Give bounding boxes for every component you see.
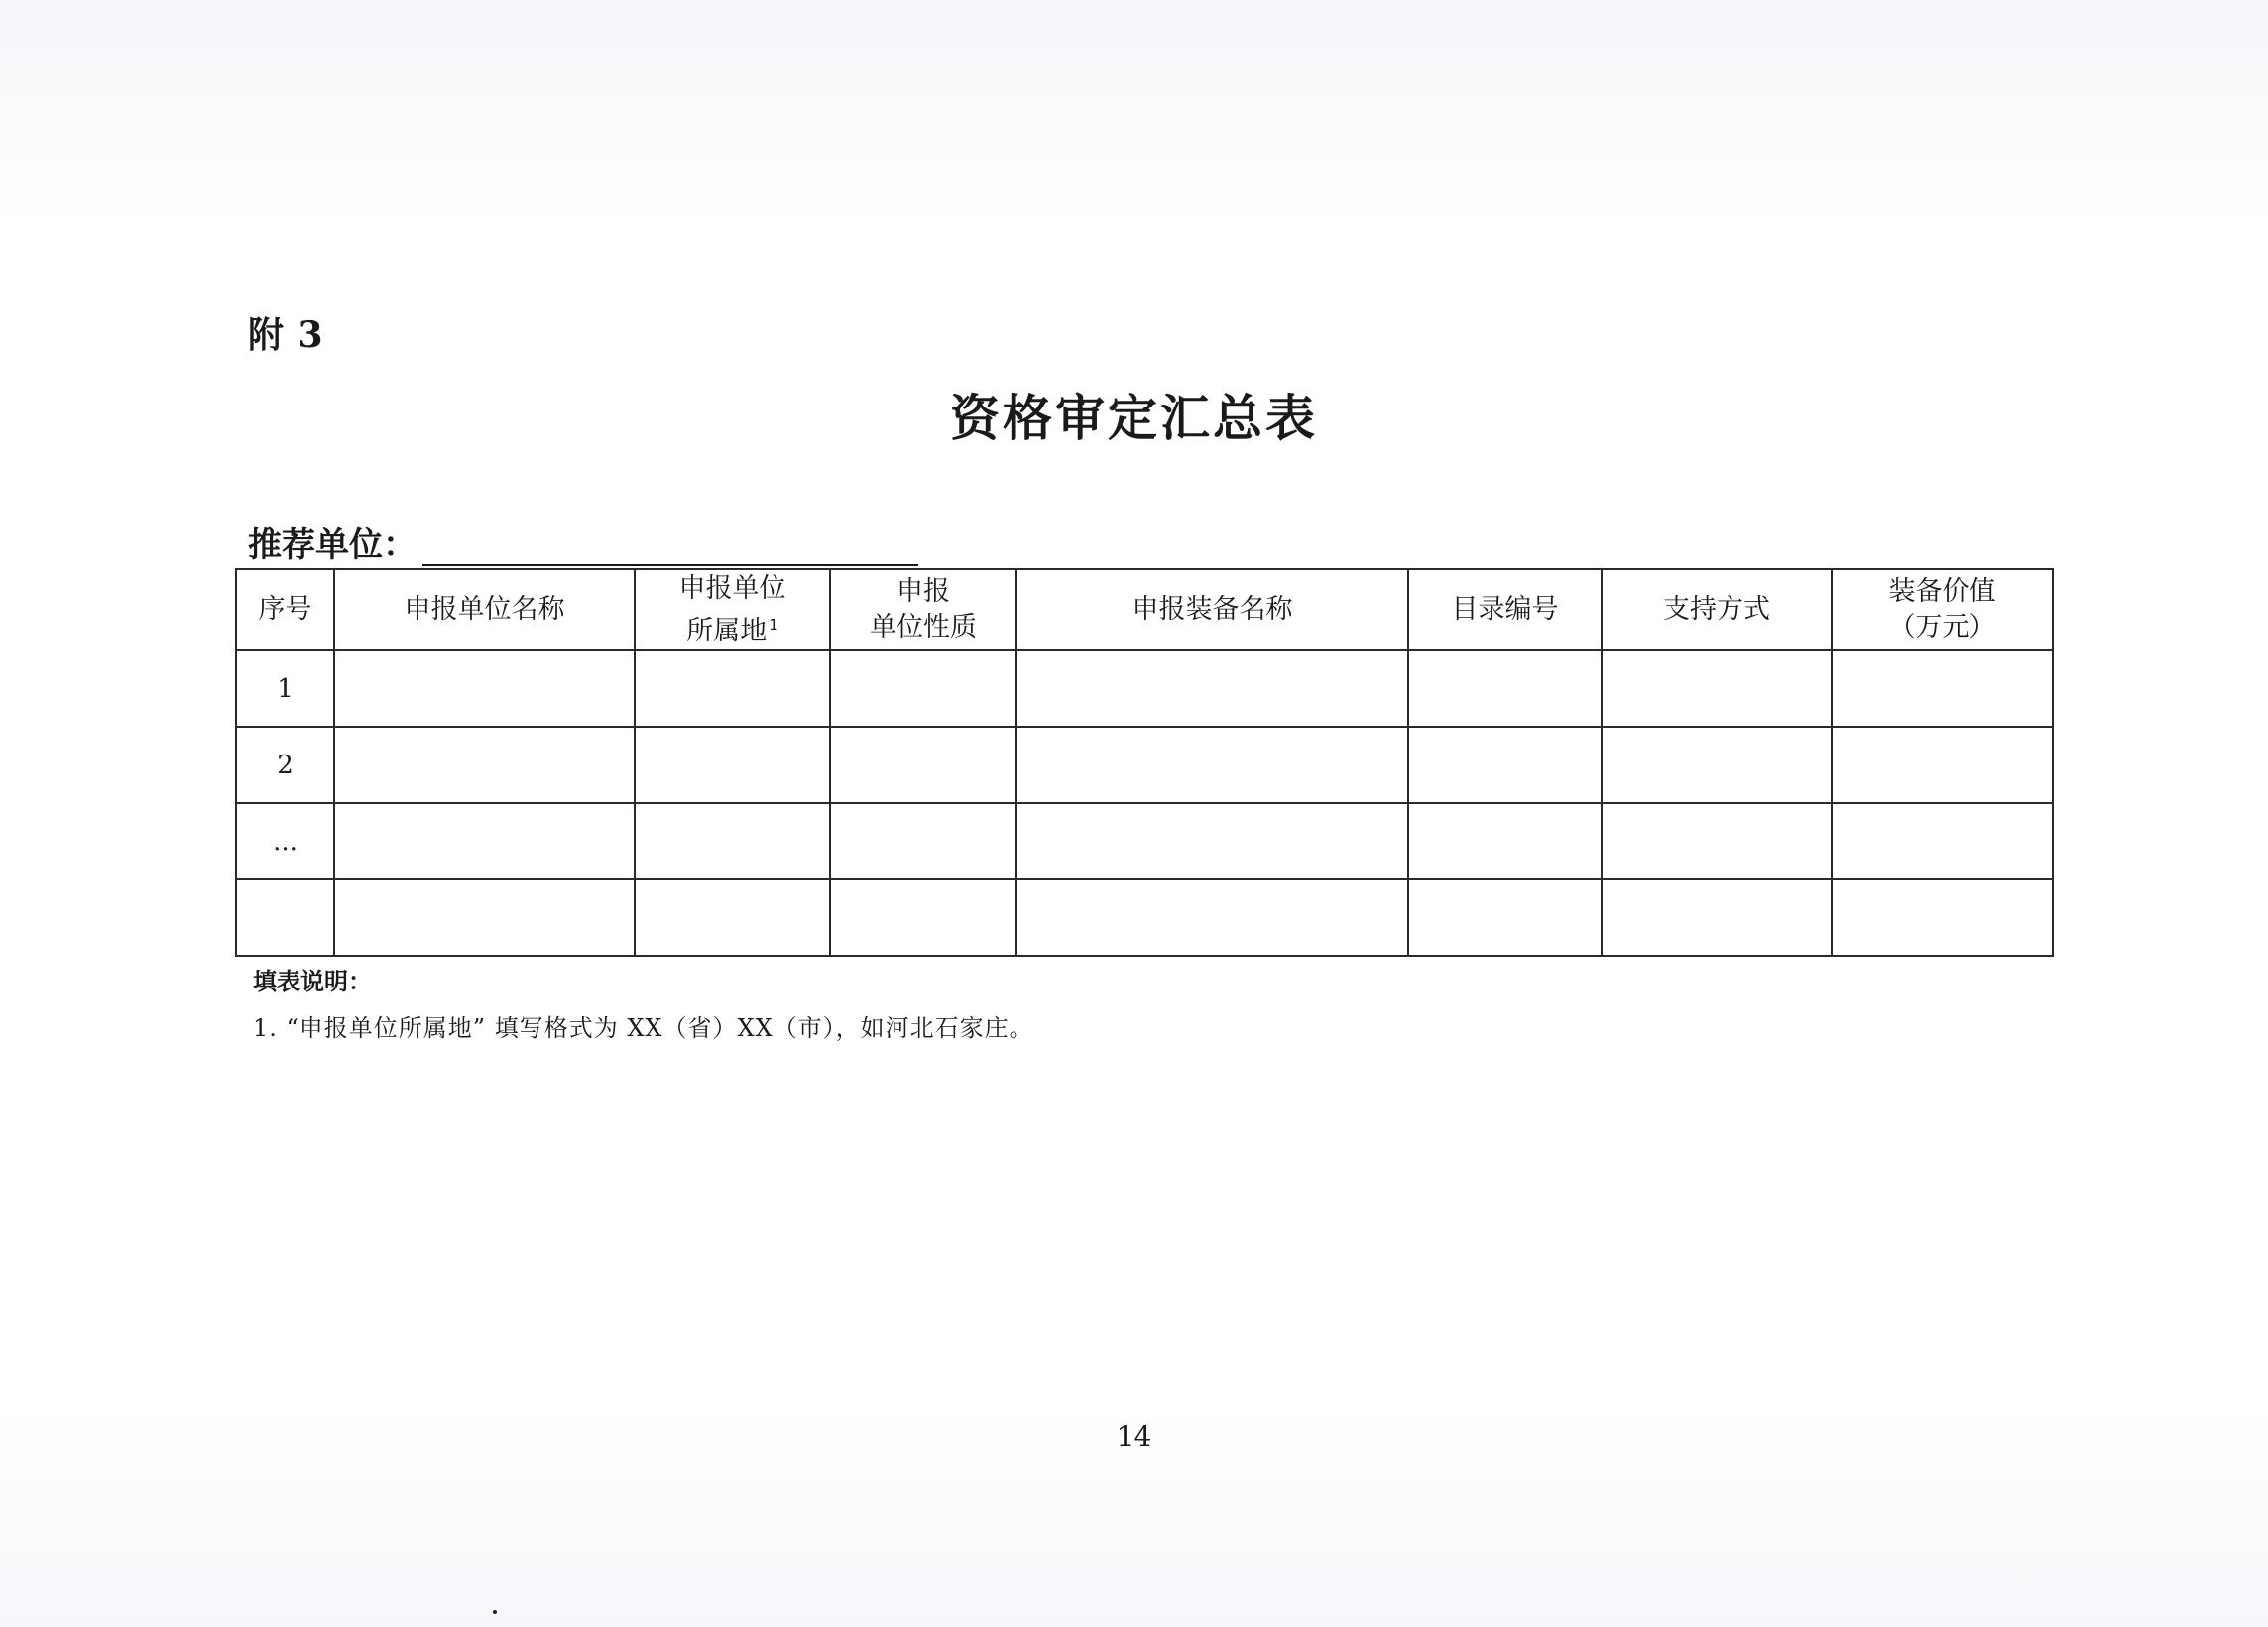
recommend-unit-row — [248, 518, 918, 566]
table-cell[interactable] — [830, 879, 1016, 956]
table-cell[interactable] — [1408, 650, 1602, 727]
table-row — [236, 727, 2053, 803]
table-cell[interactable] — [334, 650, 635, 727]
header-applicant-location: 申报单位 所属地 $^1$ — [635, 569, 830, 650]
table-cell[interactable] — [1602, 650, 1832, 727]
table-cell — [236, 879, 334, 956]
table-cell: 2 — [236, 727, 334, 803]
recommend-unit-label: 推荐单位： — [248, 525, 417, 565]
table-cell: ... — [236, 803, 334, 879]
summary-table — [235, 568, 2054, 957]
table-cell[interactable] — [1016, 650, 1408, 727]
table-row — [236, 650, 2053, 727]
header-serial-number: 序号 — [236, 569, 334, 650]
table-cell[interactable] — [635, 727, 830, 803]
document-title: 资格审定汇总表 — [950, 389, 1318, 447]
table-cell[interactable] — [1408, 727, 1602, 803]
table-cell[interactable] — [334, 879, 635, 956]
table-cell[interactable] — [1602, 803, 1832, 879]
table-cell[interactable] — [334, 727, 635, 803]
table-cell[interactable] — [635, 879, 830, 956]
table-cell[interactable] — [830, 650, 1016, 727]
table-row — [236, 803, 2053, 879]
table-cell[interactable] — [1602, 879, 1832, 956]
header-equipment-value: 装备价值 （万元） — [1832, 569, 2053, 650]
table-cell[interactable] — [635, 650, 830, 727]
table-cell[interactable] — [830, 727, 1016, 803]
table-cell[interactable] — [1602, 727, 1832, 803]
header-applicant-type: 申报 单位性质 — [830, 569, 1016, 650]
instruction-item: 1. “申报单位所属地” 填写格式为 XX（省）XX（市），如河北石家庄。 — [253, 1014, 1034, 1042]
table-cell[interactable] — [635, 803, 830, 879]
filling-instructions — [253, 962, 1034, 1043]
recommend-unit-blank[interactable] — [422, 524, 918, 566]
header-support-method: 支持方式 — [1602, 569, 1832, 650]
table-header-row — [236, 569, 2053, 650]
table-cell[interactable] — [1016, 803, 1408, 879]
instructions-title: 填表说明： — [253, 967, 372, 995]
table-cell[interactable] — [1016, 879, 1408, 956]
footnote-marker: 1 — [769, 615, 778, 634]
table-cell[interactable] — [1832, 727, 2053, 803]
header-equipment-name: 申报装备名称 — [1016, 569, 1408, 650]
table-cell[interactable] — [830, 803, 1016, 879]
attachment-label: 附 3 — [248, 314, 324, 356]
table-cell[interactable] — [1408, 803, 1602, 879]
table-cell[interactable] — [1016, 727, 1408, 803]
scan-speck — [493, 1610, 497, 1614]
page-number: 14 — [1116, 1420, 1152, 1453]
header-applicant-name: 申报单位名称 — [334, 569, 635, 650]
table-cell[interactable] — [1832, 879, 2053, 956]
table-row — [236, 879, 2053, 956]
table-cell[interactable] — [334, 803, 635, 879]
table-cell[interactable] — [1408, 879, 1602, 956]
table-cell[interactable] — [1832, 650, 2053, 727]
header-catalog-number: 目录编号 — [1408, 569, 1602, 650]
table-cell: 1 — [236, 650, 334, 727]
table-cell[interactable] — [1832, 803, 2053, 879]
